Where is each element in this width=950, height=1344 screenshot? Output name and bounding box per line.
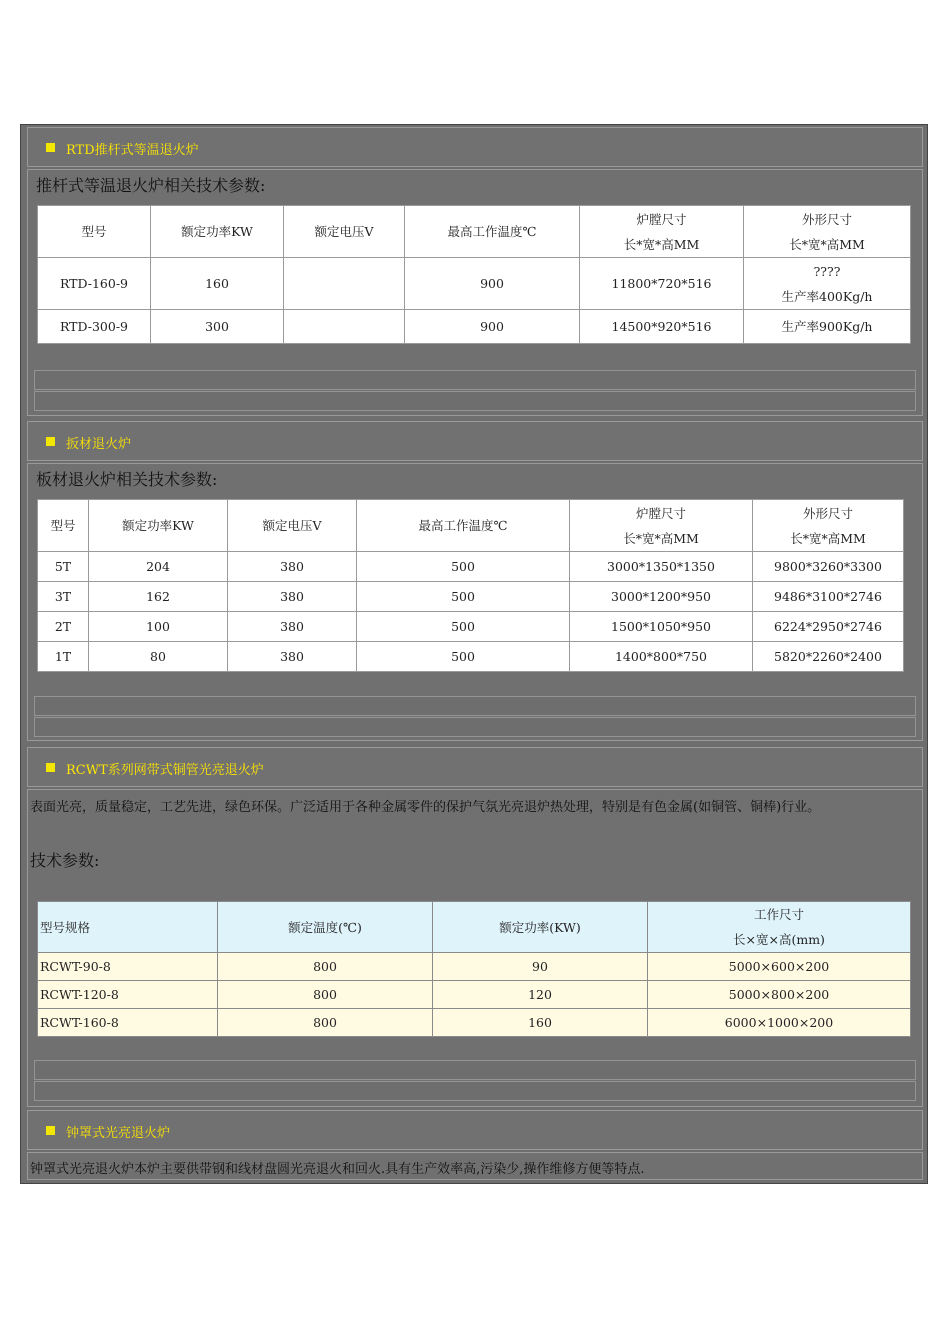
table-cell: RCWT-120-8	[38, 981, 218, 1009]
table-row	[38, 642, 904, 672]
table-cell: 9486*3100*2746	[753, 582, 904, 612]
section-description: 钟罩式光亮退火炉本炉主要供带钢和线材盘圆光亮退火和回火.具有生产效率高,污染少,操作维修方便等特点.	[30, 1162, 645, 1177]
spacer-bar	[34, 1081, 916, 1101]
table-cell: 500	[357, 642, 570, 672]
table-cell: 500	[357, 552, 570, 582]
header-cell: 额定功率KW	[151, 206, 284, 258]
yellow-square-icon	[46, 1126, 55, 1135]
table-cell: 2T	[38, 612, 89, 642]
section-header-plate	[27, 421, 923, 461]
section-description: 表面光亮，质量稳定，工艺先进，绿色环保。广泛适用于各种金属零件的保护气氛光亮退炉热处理，特别是有色金属(如铜管、铜棒)行业。	[30, 800, 821, 815]
header-cell: 型号	[38, 500, 89, 552]
table-cell: RCWT-90-8	[38, 953, 218, 981]
table-cell: RCWT-160-8	[38, 1009, 218, 1037]
table-header-row	[38, 206, 911, 258]
section-header-rcwt	[27, 747, 923, 787]
header-line: 长*宽*高MM	[623, 530, 699, 546]
section-body-rcwt	[27, 789, 923, 1107]
table-cell: 380	[228, 612, 357, 642]
table-row	[38, 981, 911, 1009]
spacer-bar	[34, 1060, 916, 1080]
table-cell: 3000*1350*1350	[570, 552, 753, 582]
table-cell: 160	[151, 258, 284, 310]
header-line: 长*宽*高MM	[790, 530, 866, 546]
table-cell: 120	[433, 981, 648, 1009]
table-cell: 500	[357, 612, 570, 642]
header-cell: 额定电压V	[228, 500, 357, 552]
header-line: 工作尺寸	[753, 907, 804, 922]
table-cell: 5000×600×200	[648, 953, 911, 981]
table-cell: 160	[433, 1009, 648, 1037]
section-subtitle: 技术参数:	[30, 851, 100, 870]
yellow-square-icon	[46, 143, 55, 152]
table-cell: RTD-160-9	[38, 258, 151, 310]
table-cell: 380	[228, 552, 357, 582]
table-cell	[284, 310, 405, 344]
spacer-bar	[34, 370, 916, 390]
table-cell: 380	[228, 642, 357, 672]
header-cell: 额定温度(℃)	[218, 902, 433, 953]
table-cell: 800	[218, 953, 433, 981]
table-cell: 500	[357, 582, 570, 612]
table-cell: 11800*720*516	[580, 258, 744, 310]
table-cell: 6000×1000×200	[648, 1009, 911, 1037]
table-row	[38, 258, 911, 310]
table-row	[38, 953, 911, 981]
table-cell: 3000*1200*950	[570, 582, 753, 612]
header-line: 长*宽*高MM	[789, 236, 865, 252]
table-cell: 300	[151, 310, 284, 344]
header-line: 炉膛尺寸	[636, 211, 687, 227]
table-cell: 9800*3260*3300	[753, 552, 904, 582]
table-row	[38, 612, 904, 642]
section-body-rtd	[27, 169, 923, 416]
header-cell	[580, 206, 744, 258]
table-cell: 5T	[38, 552, 89, 582]
spacer-bar	[34, 717, 916, 737]
table-cell: 90	[433, 953, 648, 981]
header-line: 长*宽*高MM	[623, 236, 700, 252]
table-row	[38, 1009, 911, 1037]
table-cell: 3T	[38, 582, 89, 612]
section-title: RCWT系列网带式铜管光亮退火炉	[66, 763, 264, 778]
spacer-bar	[34, 696, 916, 716]
table-cell	[744, 258, 911, 310]
section-subtitle: 推杆式等温退火炉相关技术参数:	[36, 176, 266, 195]
table-cell: 100	[89, 612, 228, 642]
cell-line: ????	[813, 263, 841, 279]
table-cell: 5820*2260*2400	[753, 642, 904, 672]
header-cell: 额定电压V	[284, 206, 405, 258]
table-row	[38, 582, 904, 612]
yellow-square-icon	[46, 763, 55, 772]
header-cell	[648, 902, 911, 953]
header-cell	[753, 500, 904, 552]
section-header-rtd	[27, 127, 923, 167]
table-cell	[284, 258, 405, 310]
content-panel	[20, 124, 928, 1184]
plate-spec-table	[37, 499, 904, 672]
cell-line: 生产率400Kg/h	[781, 288, 873, 304]
header-line: 炉膛尺寸	[635, 505, 686, 521]
table-row	[38, 552, 904, 582]
rcwt-spec-table	[37, 901, 911, 1037]
header-cell: 最高工作温度℃	[405, 206, 580, 258]
table-cell: 204	[89, 552, 228, 582]
header-cell: 额定功率KW	[89, 500, 228, 552]
yellow-square-icon	[46, 437, 55, 446]
section-header-bell	[27, 1110, 923, 1150]
table-cell: 900	[405, 310, 580, 344]
table-cell: 800	[218, 981, 433, 1009]
table-cell: 生产率900Kg/h	[744, 310, 911, 344]
table-cell: 14500*920*516	[580, 310, 744, 344]
table-cell: 1500*1050*950	[570, 612, 753, 642]
table-cell: RTD-300-9	[38, 310, 151, 344]
section-subtitle: 板材退火炉相关技术参数:	[36, 470, 218, 489]
table-cell: 1400*800*750	[570, 642, 753, 672]
header-cell	[570, 500, 753, 552]
spacer-bar	[34, 391, 916, 411]
header-cell	[744, 206, 911, 258]
table-header-row	[38, 902, 911, 953]
header-line: 外形尺寸	[802, 505, 853, 521]
section-body-bell	[27, 1152, 923, 1180]
rtd-spec-table	[37, 205, 911, 344]
header-line: 长×宽×高(mm)	[733, 932, 825, 947]
table-cell: 1T	[38, 642, 89, 672]
table-cell: 80	[89, 642, 228, 672]
section-title: 钟罩式光亮退火炉	[66, 1126, 171, 1141]
section-title: 扳材退火炉	[66, 437, 132, 452]
header-cell: 型号	[38, 206, 151, 258]
table-cell: 162	[89, 582, 228, 612]
section-body-plate	[27, 463, 923, 741]
table-cell: 900	[405, 258, 580, 310]
header-cell: 最高工作温度℃	[357, 500, 570, 552]
table-row	[38, 310, 911, 344]
table-header-row	[38, 500, 904, 552]
header-line: 外形尺寸	[801, 211, 852, 227]
header-cell: 额定功率(KW)	[433, 902, 648, 953]
section-title: RTD推杆式等温退火炉	[66, 143, 199, 158]
table-cell: 800	[218, 1009, 433, 1037]
table-cell: 5000×800×200	[648, 981, 911, 1009]
header-cell: 型号规格	[38, 902, 218, 953]
table-cell: 6224*2950*2746	[753, 612, 904, 642]
table-cell: 380	[228, 582, 357, 612]
